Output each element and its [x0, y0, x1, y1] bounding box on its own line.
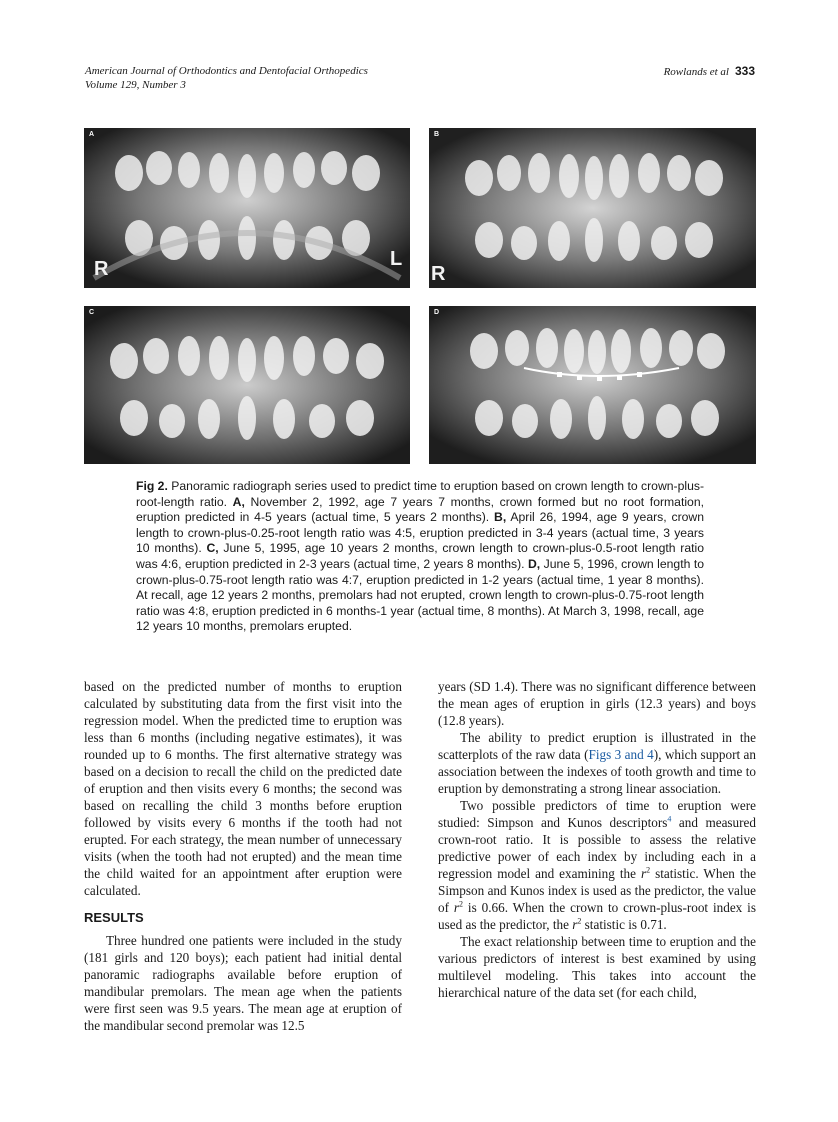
caption-c-text: June 5, 1995, age 10 years 2 months, crown length to crown-plus-0.5-root length ratio was 4:6, eruption predicted in 2-3 years (actual time, 2 years 8 months). [136, 541, 704, 571]
text-run: The ability to predict eruption is illustrated in the scatterplots of the raw data ( [438, 730, 756, 762]
journal-volume: Volume 129, Number 3 [85, 79, 186, 91]
radiograph-image-a [84, 128, 410, 288]
panel-label-b: B [434, 131, 440, 138]
right-side-marker: R [94, 258, 109, 280]
panel-label-d: D [434, 309, 440, 316]
radiograph-panel-c [84, 306, 410, 464]
body-column-right [438, 678, 756, 1001]
r-symbol: r [572, 917, 578, 932]
body-column-left [84, 678, 402, 1034]
radiograph-panel-b [429, 128, 756, 288]
text-run: is 0.66. When the crown to crown-plus-root index is used as the predictor, the [438, 900, 756, 932]
running-header-journal [85, 64, 368, 92]
caption-a-label: A, [232, 494, 245, 509]
right-side-marker: R [431, 263, 446, 285]
paragraph-multilevel-modeling: The exact relationship between time to eruption and the various predictors of interest is best examined by using multilevel modeling. This takes into account the hierarchical nature of the data set (for each child, [438, 934, 756, 1000]
caption-d-text: June 5, 1996, crown length to crown-plus-0.75-root length ratio was 4:7, eruption predicted in 1-2 years (actual time, 1 year 8 months). At recall, age 12 years 2 months, premolars had not erupted, crown length to crown-plus-0.75-root length ratio was 4:8, eruption predicted in 6 months-1 year (actual time, 8 months). At March 3, 1998, recall, age 12 years 10 months, premolars erupted. [136, 556, 704, 634]
text-run: statistic is 0.71. [581, 917, 667, 932]
journal-title: American Journal of Orthodontics and Dentofacial Orthopedics [85, 65, 368, 77]
paragraph-predictors [438, 797, 756, 933]
radiograph-image-b [429, 128, 756, 288]
caption-b-text: April 26, 1994, age 9 years, crown length to crown-plus-0.25-root length ratio was 4:5, eruption predicted in 3-4 years (actual time, 3 years 10 months). [136, 510, 704, 556]
panel-label-c: C [89, 309, 95, 316]
panel-label-a: A [89, 131, 95, 138]
paragraph-methods-end: based on the predicted number of months to eruption calculated by substituting data from the first visit into the regression model. When the predicted time to eruption was less than 6 months (including negative estimates), it was rounded up to 6 months. The first alternative strategy was based on a decision to recall the child on the predicted date of eruption and then visits every 6 months; the second was based on recalling the child 3 months before eruption followed by visits every 6 months if the tooth had not erupted. For each strategy, the mean number of unnecessary visits (when the tooth had not erupted) and the mean time the child waited for an appointment after eruption were calculated. [84, 679, 402, 898]
paragraph-scatterplots [438, 729, 756, 797]
section-heading-results: RESULTS [84, 910, 144, 925]
radiograph-image-d [429, 306, 756, 464]
superscript: 2 [577, 916, 582, 926]
header-authors: Rowlands et al [663, 66, 729, 78]
running-header-page [664, 64, 755, 79]
radiograph-panel-d [429, 306, 756, 464]
caption-c-label: C, [206, 541, 219, 556]
text-run: statistic. When the Simpson and Kunos index is used as the predictor, the value of [438, 866, 756, 915]
text-run: ), which support an association between the indexes of tooth growth and time to eruption by demonstrating a strong linear association. [438, 747, 757, 796]
figure-reference-link[interactable]: Figs 3 and 4 [588, 747, 654, 762]
text-run: and measured crown-root ratio. It is possible to assess the relative predictive power of each index by including each in a regression model and examining the [438, 815, 756, 881]
figure-caption [136, 479, 704, 635]
caption-a-text: November 2, 1992, age 7 years 7 months, crown formed but no root formation, eruption predicted in 4-5 years (actual time, 5 years 2 months). [136, 494, 704, 525]
caption-fig-label: Fig 2. [136, 479, 168, 493]
r-symbol: r [453, 900, 460, 915]
text-run: Two possible predictors of time to eruption were studied: Simpson and Kunos descriptors [438, 798, 756, 830]
radiograph-panel-a [84, 128, 410, 288]
paragraph-results-continued: years (SD 1.4). There was no significant difference between the mean ages of eruption in girls (12.3 years) and boys (12.8 years). [438, 679, 756, 728]
caption-b-label: B, [494, 510, 507, 525]
citation-reference-link[interactable]: 4 [667, 814, 672, 824]
superscript: 2 [646, 865, 651, 875]
caption-intro: Panoramic radiograph series used to predict time to eruption based on crown length to crown-plus-root-length ratio. [136, 479, 705, 509]
caption-d-label: D, [528, 556, 541, 571]
r-symbol: r [640, 866, 647, 881]
superscript: 2 [459, 899, 464, 909]
radiograph-image-c [84, 306, 410, 464]
page-number: 333 [734, 64, 755, 78]
paragraph-results-intro: Three hundred one patients were included in the study (181 girls and 120 boys); each patient had initial dental panoramic radiographs available before eruption of mandibular premolars. The mean age when the patients were first seen was 9.5 years. The mean age at eruption of the mandibular second premolar was 12.5 [84, 933, 402, 1033]
left-side-marker: L [390, 248, 403, 270]
